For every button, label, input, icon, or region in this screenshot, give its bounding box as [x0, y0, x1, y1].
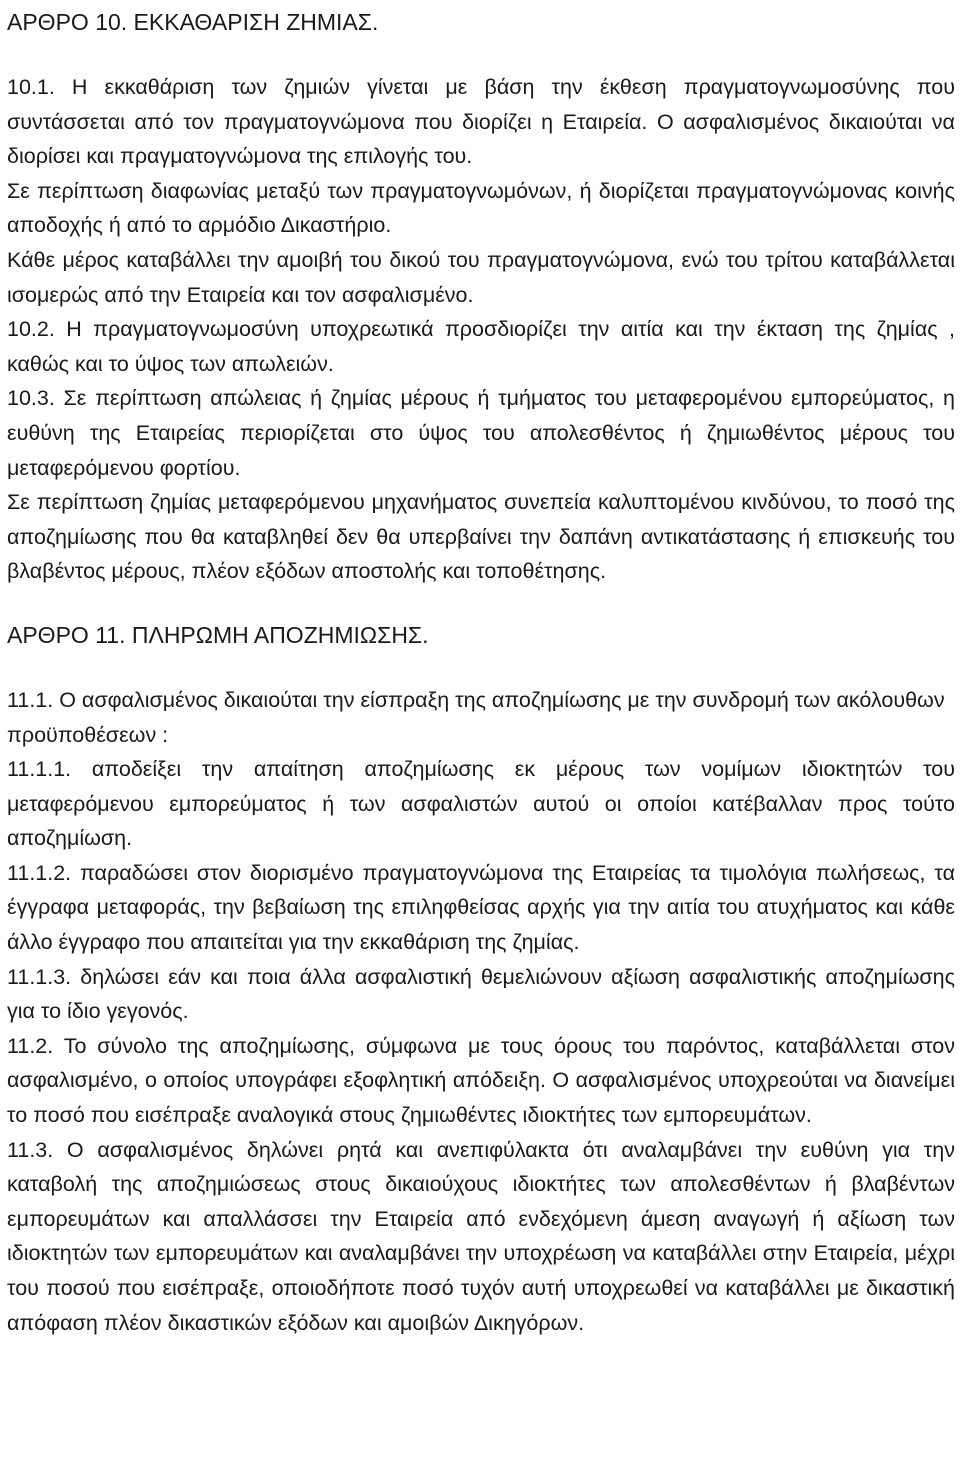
paragraph-11-1-1: 11.1.1. αποδείξει την απαίτηση αποζημίωσης εκ μέρους των νομίμων ιδιοκτητών του μεταφερόμενου εμπορεύματος ή των ασφαλιστών αυτού οι οποίοι κατέβαλλαν προς τούτο αποζημίωση.: [7, 757, 955, 851]
paragraph-10-3: 10.3. Σε περίπτωση απώλειας ή ζημίας μέρους ή τμήματος του μεταφερομένου εμπορεύματος, η ευθύνη της Εταιρείας περιορίζεται στο ύψος του απολεσθέντος ή ζημιωθέντος μέρους του μεταφερόμενου φορτίου.: [7, 386, 955, 480]
spacer: [7, 655, 955, 683]
paragraph-10-3-machinery: Σε περίπτωση ζημίας μεταφερόμενου μηχανήματος συνεπεία καλυπτομένου κινδύνου, το ποσό της αποζημίωσης που θα καταβληθεί δεν θα υπερβαίνει την δαπάνη αντικατάστασης ή επισκευής του βλαβέντος μέρους, πλέον εξόδων αποστολής και τοποθέτησης.: [7, 490, 955, 584]
article-10-heading: ΑΡΘΡΟ 10. ΕΚΚΑΘΑΡΙΣΗ ΖΗΜΙΑΣ.: [7, 9, 379, 35]
paragraph-11-1: 11.1. Ο ασφαλισμένος δικαιούται την είσπραξη της αποζημίωσης με την συνδρομή των ακόλουθων προϋποθέσεων :: [7, 687, 945, 747]
paragraph-11-1-3: 11.1.3. δηλώσει εάν και ποια άλλα ασφαλιστική θεμελιώνουν αξίωση ασφαλιστικής αποζημίωσης για το ίδιο γεγονός.: [7, 964, 955, 1024]
paragraph-11-3: 11.3. Ο ασφαλισμένος δηλώνει ρητά και ανεπιφύλακτα ότι αναλαμβάνει την ευθύνη για την καταβολή της αποζημιώσεως στους δικαιούχους ιδιοκτήτες των απολεσθέντων ή βλαβέντων εμπορευμάτων και απαλλάσσει την Εταιρεία από ενδεχόμενη άμεση αναγωγή ή αξίωση των ιδιοκτητών των εμπορευμάτων και αναλαμβάνει την υποχρέωση να καταβάλλει στην Εταιρεία, μέχρι του ποσού που εισέπραξε, οποιοδήποτε ποσό τυχόν αυτή υποχρεωθεί να καταβάλλει με δικαστική απόφαση πλέον δικαστικών εξόδων και αμοιβών Δικηγόρων.: [7, 1137, 955, 1335]
paragraph-10-1: 10.1. Η εκκαθάριση των ζημιών γίνεται με βάση την έκθεση πραγματογνωμοσύνης που συντάσσεται από τον πραγματογνώμονα που διορίζει η Εταιρεία. Ο ασφαλισμένος δικαιούται να διορίσει και πραγματογνώμονα της επιλογής του.: [7, 75, 955, 169]
paragraph-10-1-disagreement: Σε περίπτωση διαφωνίας μεταξύ των πραγματογνωμόνων, ή διορίζεται πραγματογνώμονας κοινής αποδοχής ή από το αρμόδιο Δικαστήριο.: [7, 178, 955, 238]
paragraph-10-2: 10.2. Η πραγματογνωμοσύνη υποχρεωτικά προσδιορίζει την αιτία και την έκταση της ζημίας , καθώς και το ύψος των απωλειών.: [7, 317, 955, 376]
document-page: [7, 2, 955, 1340]
paragraph-11-2: 11.2. Το σύνολο της αποζημίωσης, σύμφωνα με τους όρους του παρόντος, καταβάλλεται στον ασφαλισμένο, ο οποίος υπογράφει εξοφλητική απόδειξη. Ο ασφαλισμένος υποχρεούται να διανείμει το ποσό που εισέπραξε αναλογικά στους ζημιωθέντες ιδιοκτήτες των εμπορευμάτων.: [7, 1033, 955, 1128]
article-11-heading: ΑΡΘΡΟ 11. ΠΛΗΡΩΜΗ ΑΠΟΖΗΜΙΩΣΗΣ.: [7, 621, 429, 648]
paragraph-11-1-2: 11.1.2. παραδώσει στον διορισμένο πραγματογνώμονα της Εταιρείας τα τιμολόγια πωλήσεως, τα έγγραφα μεταφοράς, την βεβαίωση της επιληφθείσας αρχής για την αιτία του ατυχήματος και κάθε άλλο έγγραφο που απαιτείται για την εκκαθάριση της ζημίας.: [7, 860, 955, 955]
paragraph-10-1-fees: Κάθε μέρος καταβάλλει την αμοιβή του δικού του πραγματογνώμονα, ενώ του τρίτου καταβάλλεται ισομερώς από την Εταιρεία και τον ασφαλισμένο.: [7, 247, 955, 307]
spacer: [7, 589, 955, 615]
spacer: [7, 42, 955, 70]
